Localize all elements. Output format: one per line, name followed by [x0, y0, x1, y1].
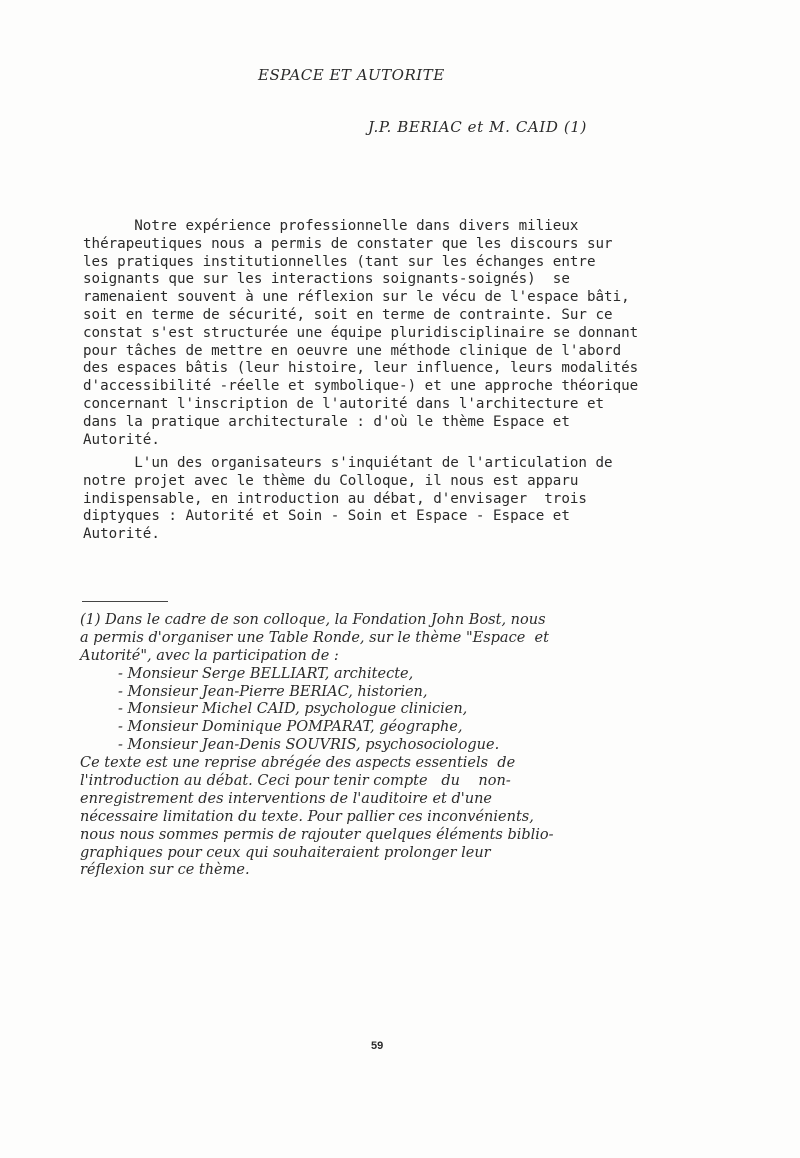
paragraph-2: [83, 455, 643, 544]
text-line: Autorité.: [83, 431, 160, 448]
text-line: concernant l'inscription de l'autorité dans l'architecture et: [83, 395, 605, 412]
text-line: des espaces bâtis (leur histoire, leur influence, leurs modalités: [83, 360, 639, 377]
footnote-line: Ce texte est une reprise abrégée des aspects essentiels de: [80, 755, 516, 772]
text-line: dans la pratique architecturale : d'où le thème Espace et: [83, 413, 570, 430]
text-line: Autorité.: [83, 526, 160, 543]
text-line: thérapeutiques nous a permis de constater que les discours sur: [83, 235, 613, 252]
document-title: ESPACE ET AUTORITE: [258, 66, 445, 84]
text-line: d'accessibilité -réelle et symbolique-) et une approche théorique: [83, 378, 639, 395]
participant-item: - Monsieur Dominique POMPARAT, géographe,: [118, 719, 463, 736]
text-line: notre projet avec le thème du Colloque, il nous est apparu: [83, 472, 579, 489]
text-line: les pratiques institutionnelles (tant sur les échanges entre: [83, 253, 596, 270]
participant-item: - Monsieur Serge BELLIART, architecte,: [118, 665, 414, 682]
footnote-line: l'introduction au débat. Ceci pour tenir compte du non-: [80, 773, 511, 790]
text-line: pour tâches de mettre en oeuvre une méthode clinique de l'abord: [83, 342, 622, 359]
paragraph-1: [83, 218, 643, 449]
footnote-line: nécessaire limitation du texte. Pour pallier ces inconvénients,: [80, 808, 534, 825]
text-line: indispensable, en introduction au débat, d'envisager trois: [83, 490, 587, 507]
text-line: ramenaient souvent à une réflexion sur le vécu de l'espace bâti,: [83, 289, 630, 306]
text-line: L'un des organisateurs s'inquiétant de l'articulation de: [83, 455, 613, 471]
participant-item: - Monsieur Jean-Pierre BERIAC, historien,: [118, 683, 428, 700]
footnote-line: enregistrement des interventions de l'auditoire et d'une: [80, 790, 493, 807]
footnote-line: nous nous sommes permis de rajouter quelques éléments biblio-: [80, 826, 554, 843]
footnote-line: réflexion sur ce thème.: [80, 862, 250, 879]
participant-item: - Monsieur Michel CAID, psychologue clinicien,: [118, 701, 468, 718]
footnote-line: a permis d'organiser une Table Ronde, sur le thème "Espace et: [80, 629, 549, 646]
participant-item: - Monsieur Jean-Denis SOUVRIS, psychosociologue.: [118, 737, 500, 754]
footnote-line: graphiques pour ceux qui souhaiteraient prolonger leur: [80, 844, 491, 861]
text-line: constat s'est structurée une équipe pluridisciplinaire se donnant: [83, 324, 639, 341]
text-line: diptyques : Autorité et Soin - Soin et Espace - Espace et: [83, 508, 570, 525]
footnote: [80, 612, 640, 880]
text-line: soignants que sur les interactions soignants-soignés) se: [83, 271, 570, 288]
footnote-line: Autorité", avec la participation de :: [80, 647, 339, 664]
footnote-line: (1) Dans le cadre de son colloque, la Fondation John Bost, nous: [80, 612, 546, 628]
text-line: Notre expérience professionnelle dans divers milieux: [83, 218, 579, 234]
page-number: 59: [371, 1040, 384, 1052]
authors-line: J.P. BERIAC et M. CAID (1): [368, 118, 587, 136]
footnote-divider: [82, 601, 168, 602]
text-line: soit en terme de sécurité, soit en terme de contrainte. Sur ce: [83, 306, 613, 323]
